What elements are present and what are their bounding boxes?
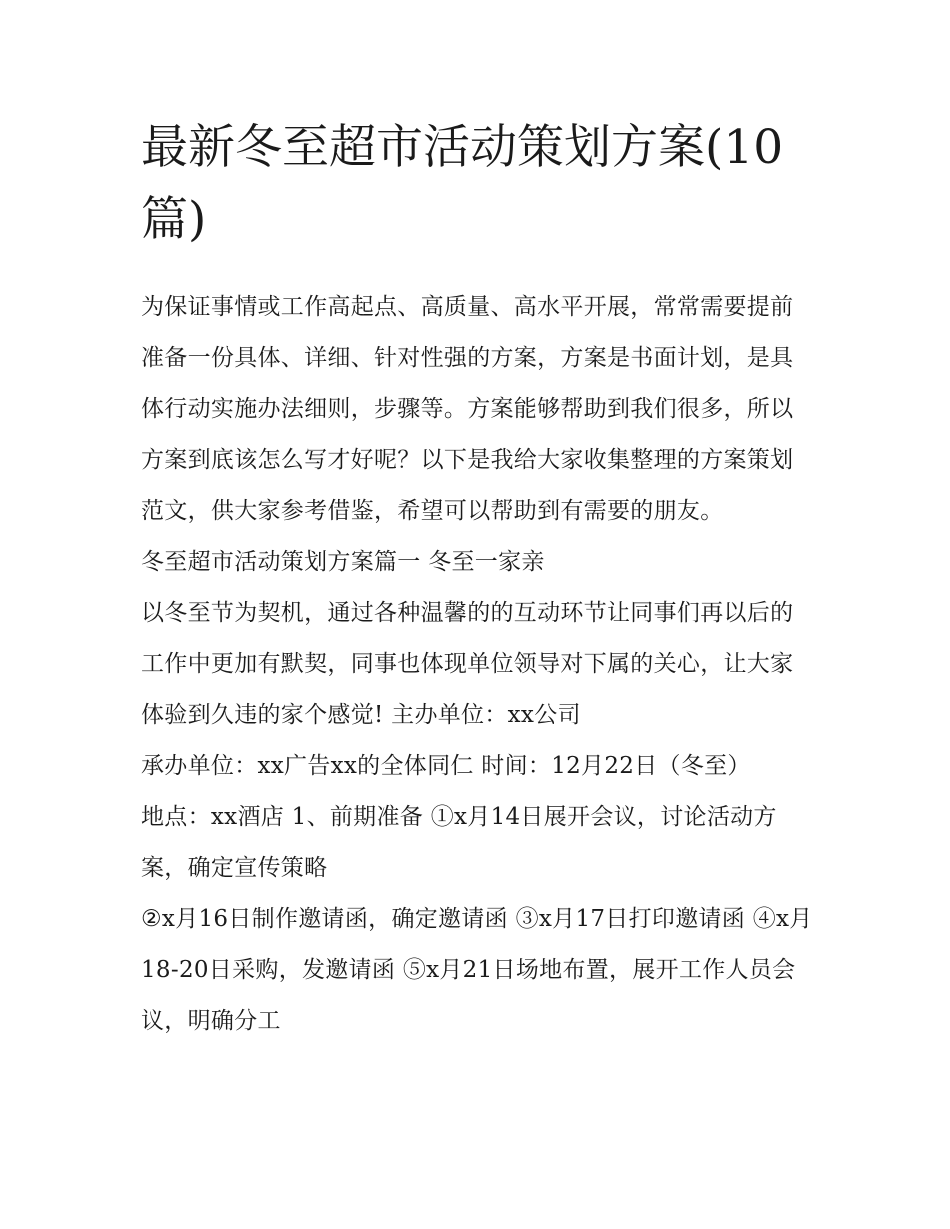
- body-paragraph: 地点：xx酒店 1、前期准备 ①x月14日展开会议，讨论活动方案，确定宣传策略: [141, 804, 777, 881]
- section-heading: 冬至超市活动策划方案篇一 冬至一家亲: [141, 549, 545, 575]
- intro-paragraph: 为保证事情或工作高起点、高质量、高水平开展，常常需要提前准备一份具体、详细、针对性强的方案，方案是书面计划，是具体行动实施办法细则，步骤等。方案能够帮助到我们很多，所以方案到底该怎么写才好呢？以下是我给大家收集整理的方案策划范文，供大家参考借鉴，希望可以帮助到有需要的朋友。: [141, 294, 794, 524]
- document-page: [141, 112, 813, 1047]
- body-paragraph: 承办单位：xx广告xx的全体同仁 时间：12月22日（冬至）: [141, 753, 751, 779]
- body-paragraph: ②x月16日制作邀请函，确定邀请函 ③x月17日打印邀请函 ④x月18-20日采购，发邀请函 ⑤x月21日场地布置，展开工作人员会议，明确分工: [141, 906, 813, 1034]
- document-title: 最新冬至超市活动策划方案(10篇): [141, 120, 784, 247]
- body-paragraph: 以冬至节为契机，通过各种温馨的的互动环节让同事们再以后的工作中更加有默契，同事也体现单位领导对下属的关心，让大家体验到久违的家个感觉! 主办单位：xx公司: [141, 600, 794, 728]
